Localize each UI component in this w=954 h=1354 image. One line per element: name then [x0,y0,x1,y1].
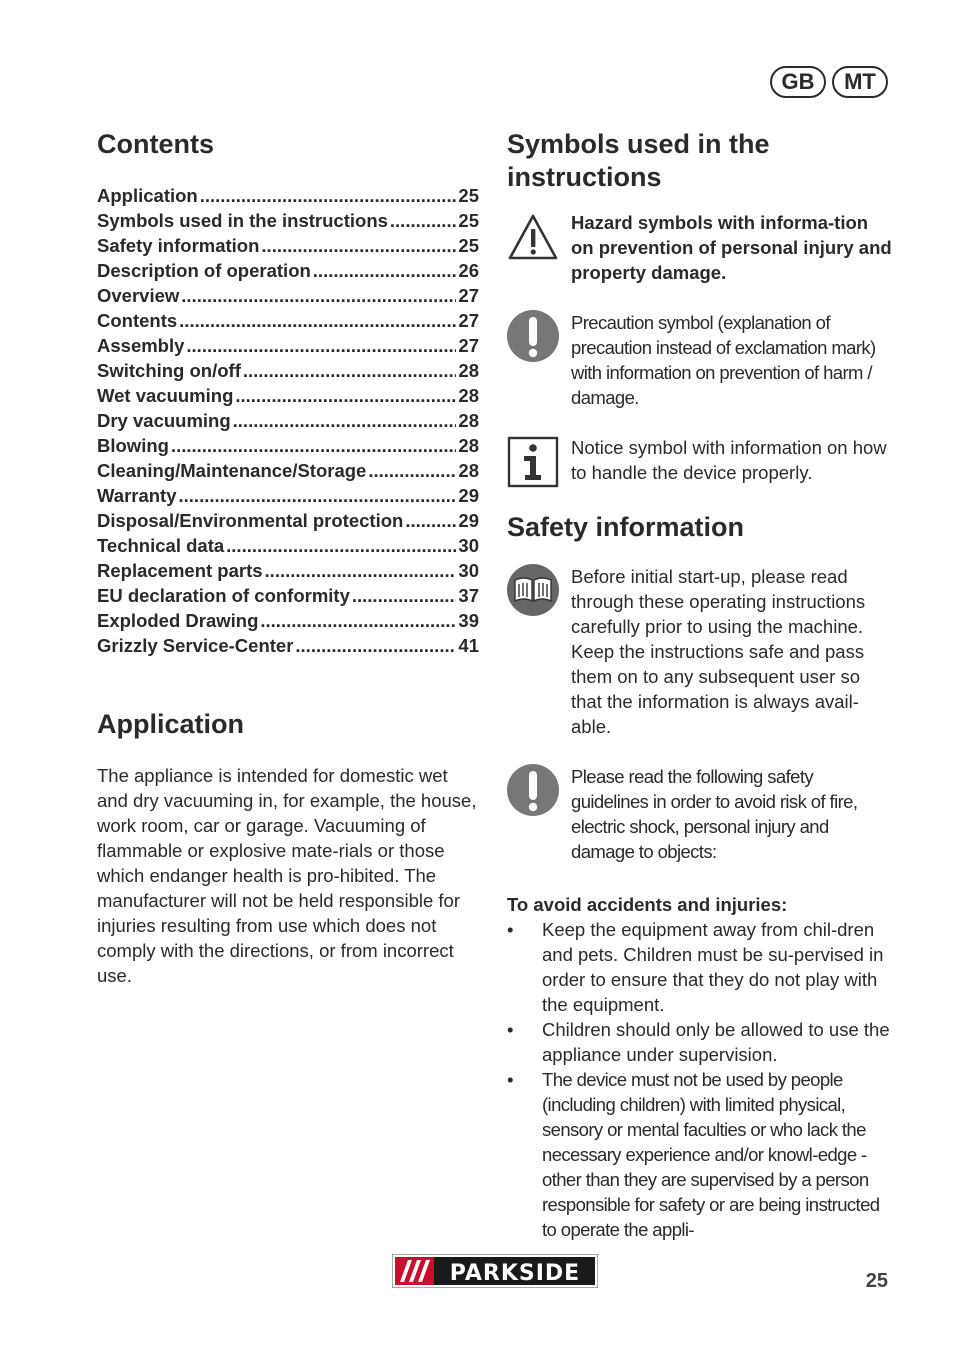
toc-item[interactable]: Grizzly Service-Center ..... 41 [97,633,479,658]
application-heading: Application [97,709,244,739]
toc-item[interactable]: Warranty ..... 29 [97,483,479,508]
hazard-symbol-text: Hazard symbols with informa-tion on prevention of personal injury and property damage. [571,212,892,283]
parkside-logo-graphic [392,1254,598,1288]
parkside-logo [392,1254,598,1288]
list-item: • Children should only be allowed to use the appliance under supervision. [507,1017,892,1067]
read-instructions-text: Before initial start-up, please read through these operating instructions carefully prior to using the machine. Keep the instructions safe and pass them on to any subsequent user so that the information is always avail-able. [571,566,866,737]
hazard-symbol-row [507,210,892,285]
brand-name: PARKSIDE [449,1261,581,1286]
right-column [507,128,892,1242]
page-number: 25 [865,1270,888,1292]
read-guidelines-row [507,764,892,864]
left-column [97,128,479,988]
toc-item[interactable]: Safety information ..... 25 [97,233,479,258]
toc-item[interactable]: Description of operation ..... 26 [97,258,479,283]
warning-triangle-icon [507,210,559,266]
list-item: • Keep the equipment away from chil-dren and pets. Children must be su-pervised in order to ensure that they do not play with the equipment. [507,917,892,1017]
toc-item[interactable]: Contents ..... 27 [97,308,479,333]
precaution-symbol-row [507,310,892,410]
language-badge-gb: GB [770,66,826,98]
exclamation-circle-icon [507,764,559,820]
read-guidelines-text: Please read the following safety guidelines in order to avoid risk of fire, electric shock, personal injury and damage to objects: [571,766,858,862]
language-badge-mt: MT [832,66,888,98]
read-instructions-row [507,564,892,739]
toc-item[interactable]: Application ..... 25 [97,183,479,208]
toc-item[interactable]: Assembly ..... 27 [97,333,479,358]
toc-item[interactable]: Wet vacuuming ..... 28 [97,383,479,408]
exclamation-circle-icon [507,310,559,366]
toc-item[interactable]: Technical data ..... 30 [97,533,479,558]
notice-symbol-row [507,435,892,491]
table-of-contents [97,183,479,658]
info-icon [507,435,559,491]
toc-item[interactable]: Disposal/Environmental protection ..... 29 [97,508,479,533]
toc-item[interactable]: Blowing ..... 28 [97,433,479,458]
toc-item[interactable]: Switching on/off ..... 28 [97,358,479,383]
safety-bullet-list [507,917,892,1242]
list-item: • The device must not be used by people (including children) with limited physical, sensory or mental faculties or who lack the necessary experience and/or knowl-edge - other than they are supervised by a person responsible for safety or are being instructed to operate the appli- [507,1067,892,1242]
language-badges [770,66,888,98]
toc-item[interactable]: Symbols used in the instructions ..... 25 [97,208,479,233]
toc-item[interactable]: Cleaning/Maintenance/Storage ..... 28 [97,458,479,483]
safety-heading: Safety information [507,512,745,542]
toc-item[interactable]: Exploded Drawing ..... 39 [97,608,479,633]
toc-item[interactable]: Dry vacuuming ..... 28 [97,408,479,433]
notice-symbol-text: Notice symbol with information on how to handle the device properly. [571,437,887,483]
book-icon [507,564,559,620]
symbols-heading: Symbols used in the instructions [507,129,770,192]
toc-item[interactable]: Overview ..... 27 [97,283,479,308]
accidents-subheading: To avoid accidents and injuries: [507,894,788,915]
application-text: The appliance is intended for domestic wet and dry vacuuming in, for example, the house, work room, car or garage. Vacuuming of flammable or explosive mate-rials or those which endanger health is pro-hibited. The manufacturer will not be held responsible for injuries resulting from use which does not comply with the directions, or from incorrect use. [97,765,477,986]
toc-item[interactable]: Replacement parts ..... 30 [97,558,479,583]
precaution-symbol-text: Precaution symbol (explanation of precaution instead of exclamation mark) with information on prevention of harm / damage. [571,312,876,408]
contents-heading: Contents [97,129,214,159]
toc-item[interactable]: EU declaration of conformity ..... 37 [97,583,479,608]
